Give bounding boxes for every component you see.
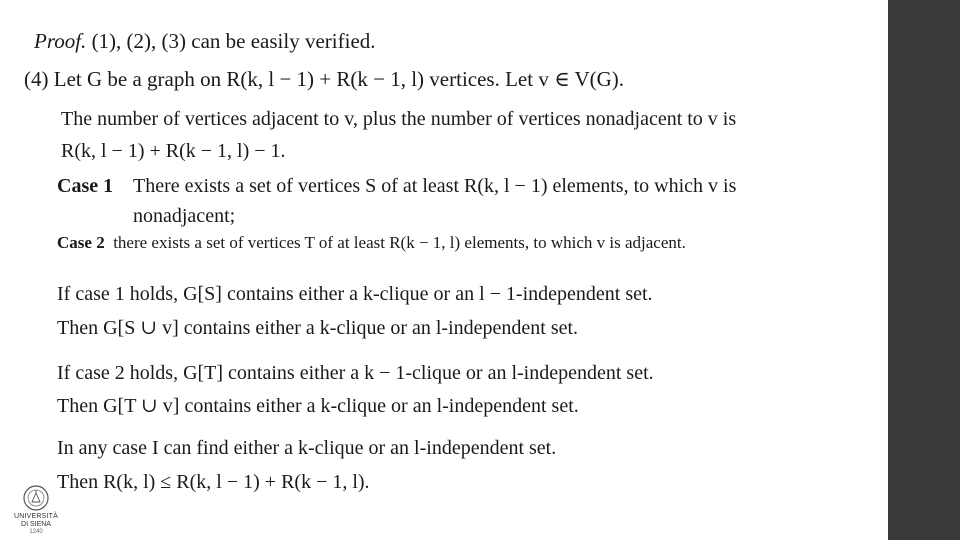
if1-text-1: If case 1 holds, G[S] contains either a k-clique or an l − 1-independent set. — [57, 283, 653, 305]
para1-line1 — [61, 107, 872, 131]
proof-line — [34, 29, 376, 53]
if2-line2 — [57, 394, 579, 418]
item4-line — [24, 67, 624, 91]
case1-line2 — [133, 204, 235, 228]
logo-line2: DI SIENA — [21, 521, 51, 528]
para1-text-2: R(k, l − 1) + R(k − 1, l) − 1. — [61, 140, 286, 162]
item4-label: (4) — [24, 67, 49, 91]
case2-text: there exists a set of vertices T of at least R(k − 1, l) elements, to which v is adjacent. — [113, 233, 686, 252]
logo-line1: UNIVERSITÀ — [13, 513, 58, 520]
conclusion-line1 — [57, 436, 556, 460]
proof-text: (1), (2), (3) can be easily verified. — [91, 29, 376, 53]
if1-text-2: Then G[S ∪ v] contains either a k-clique or an l-independent set. — [57, 317, 579, 339]
university-logo — [10, 484, 62, 538]
if1-line1 — [57, 282, 653, 306]
case1-text-1: There exists a set of vertices S of at least R(k, l − 1) elements, to which v is — [133, 175, 737, 197]
para1-line2 — [61, 139, 286, 163]
seal-icon — [10, 484, 62, 514]
item4-text: Let G be a graph on R(k, l − 1) + R(k − 1, l) vertices. Let v ∈ V(G). — [53, 67, 625, 91]
if2-line1 — [57, 361, 654, 385]
case1-text-2: nonadjacent; — [133, 205, 236, 227]
if1-line2 — [57, 316, 578, 340]
logo-year: 1240 — [29, 529, 43, 535]
right-sidebar — [888, 0, 960, 540]
if2-text-1: If case 2 holds, G[T] contains either a k − 1-clique or an l-independent set. — [57, 362, 654, 384]
if2-text-2: Then G[T ∪ v] contains either a k-clique or an l-independent set. — [57, 395, 579, 417]
conclusion-line2 — [57, 470, 370, 494]
conclusion-text-1: In any case I can find either a k-clique or an l-independent set. — [57, 437, 557, 459]
case1-line1 — [57, 174, 113, 198]
case1-label: Case 1 — [57, 175, 114, 197]
case2-line — [57, 231, 686, 255]
case1-text-line — [133, 174, 871, 198]
para1-text-1: The number of vertices adjacent to v, plus the number of vertices nonadjacent to v is — [61, 108, 737, 130]
case2-label: Case 2 — [57, 233, 105, 252]
proof-label: Proof. — [34, 29, 87, 53]
conclusion-text-2: Then R(k, l) ≤ R(k, l − 1) + R(k − 1, l). — [57, 471, 370, 493]
